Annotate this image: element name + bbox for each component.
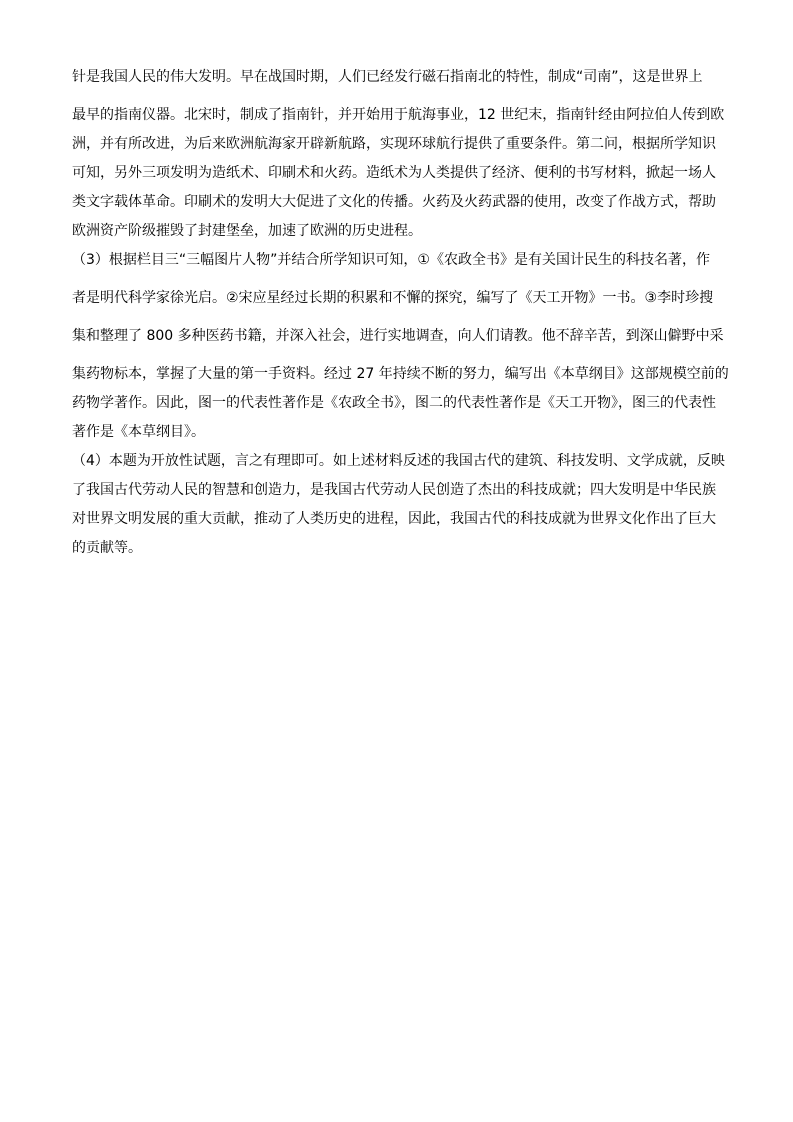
text-line: 了我国古代劳动人民的智慧和创造力，是我国古代劳动人民创造了杰出的科技成就；四大发明是中华民族: [72, 482, 716, 498]
text-line: 最早的指南仪器。北宋时，制成了指南针，并开始用于航海事业，12 世纪末，指南针经由阿拉伯人传到欧: [72, 107, 725, 123]
text-line: 类文字载体革命。印刷术的发明大大促进了文化的传播。火药及火药武器的使用，改变了作战方式，帮助: [72, 194, 716, 210]
paragraph-4-start: （4）本题为开放性试题，言之有理即可。如上述材料反述的我国古代的建筑、科技发明、文学成就，反映: [72, 453, 725, 469]
text-line: 对世界文明发展的重大贡献，推动了人类历史的进程，因此，我国古代的科技成就为世界文化作出了巨大: [72, 511, 716, 527]
text-line: 著作是《本草纲目》。: [72, 424, 205, 440]
text-line: 集药物标本，掌握了大量的第一手资料。经过 27 年持续不断的努力，编写出《本草纲目》这部规模空前的: [72, 366, 729, 382]
text-line: 可知，另外三项发明为造纸术、印刷术和火药。造纸术为人类提供了经济、便利的书写材料，掀起一场人: [72, 165, 716, 181]
text-line: 药物学著作。因此，图一的代表性著作是《农政全书》，图二的代表性著作是《天工开物》，图三的代表性: [72, 395, 716, 411]
text-line: 集和整理了 800 多种医药书籍，并深入社会，进行实地调查，向人们请教。他不辞辛苦，到深山僻野中采: [72, 328, 724, 344]
text-line: 欧洲资产阶级摧毁了封建堡垒，加速了欧洲的历史进程。: [72, 223, 422, 239]
text-line: 针是我国人民的伟大发明。早在战国时期，人们已经发行磁石指南北的特性，制成“司南”，这是世界上: [72, 69, 703, 85]
paragraph-3-start: （3）根据栏目三“三幅图片人物”并结合所学知识可知，①《农政全书》是有关国计民生的科技名著，作: [72, 252, 710, 268]
text-line: 洲，并有所改进，为后来欧洲航海家开辟新航路，实现环球航行提供了重要条件。第二问，根据所学知识: [72, 136, 716, 152]
document-body: [72, 66, 729, 559]
text-line: 者是明代科学家徐光启。②宋应星经过长期的积累和不懈的探究，编写了《天工开物》一书。③李时珍搜: [72, 290, 714, 306]
text-line: 的贡献等。: [72, 540, 142, 556]
